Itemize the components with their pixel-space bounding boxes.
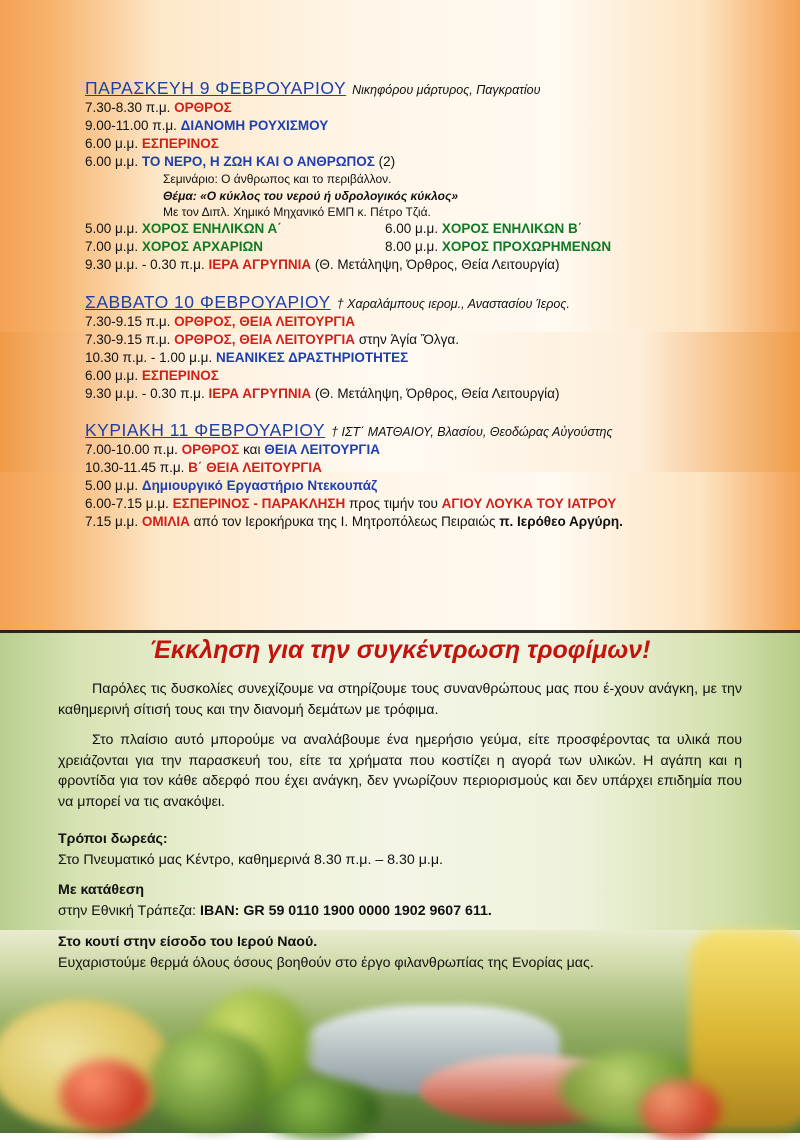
line-time: 7.15 μ.μ. [85,513,139,529]
vegetable-photo [150,1030,270,1130]
schedule-line [85,459,725,477]
line-time: 7.00 μ.μ. [85,238,139,254]
schedule-line-pair [85,220,725,238]
line-time: 9.30 μ.μ. - 0.30 π.μ. [85,386,205,402]
line-text: ΧΟΡΟΣ ΕΝΗΛΙΚΩΝ Α΄ [141,220,282,236]
day-saints: † Χαραλάμπους ιερομ., Αναστασίου Ίερος. [336,297,570,312]
day-block-friday [85,78,725,274]
seminar-subline: Σεμινάριο: Ο άνθρωπος και το περιβάλλον. [163,172,392,187]
schedule-line [85,153,725,171]
line-time: 6.00-7.15 μ.μ. [85,495,169,511]
iban-value: IBAN: GR 59 0110 1900 0000 1902 9607 611. [200,903,492,920]
line-note: (Θ. Μετάληψη, Όρθρος, Θεία Λειτουργία) [314,386,560,402]
line-time: 8.00 μ.μ. [385,238,439,254]
day-saints: Νικηφόρου μάρτυρος, Παγκρατίου [352,83,541,97]
line-time: 5.00 μ.μ. [85,477,139,493]
appeal-paragraph: Παρόλες τις δυσκολίες συνεχίζουμε να στηρίζουμε τους συνανθρώπους μας που έ-χουν ανάγκη, με την καθημερινή σίτισή τους και την διανομή δεμάτων με τρόφιμα. [58,681,742,718]
herbs-photo [260,1080,380,1140]
schedule-line [85,99,725,117]
line-time: 7.30-9.15 π.μ. [85,314,171,330]
line-text: ΧΟΡΟΣ ΑΡΧΑΡΙΩΝ [141,238,264,254]
schedule-line [85,331,725,349]
appeal-title: Έκκληση για την συγκέντρωση τροφίμων! [149,636,651,664]
day-header [85,78,725,99]
line-middle: από τον Ιεροκήρυκα της Ι. Μητροπόλεως Πειραιώς [193,513,496,529]
line-time: 6.00 μ.μ. [85,154,139,170]
donation-thanks: Ευχαριστούμε θερμά όλους όσους βοηθούν στο έργο φιλανθρωπίας της Ενορίας μας. [58,955,594,972]
tomato-photo-2 [640,1080,720,1140]
line-text: ΝΕΑΝΙΚΕΣ ΔΡΑΣΤΗΡΙΟΤΗΤΕΣ [215,350,409,366]
line-text-2: ΑΓΙΟΥ ΛΟΥΚΑ ΤΟΥ ΙΑΤΡΟΥ [441,495,617,511]
donation-center-hours: Στο Πνευματικό μας Κέντρο, καθημερινά 8.30 π.μ. – 8.30 μ.μ. [58,851,443,868]
line-suffix: στην Ἁγία Ὄλγα. [358,332,459,348]
line-text-2: π. Ιερόθεο Αργύρη. [499,513,623,529]
line-text: ΔΙΑΝΟΜΗ ΡΟΥΧΙΣΜΟΥ [180,118,329,134]
donation-heading-deposit: Με κατάθεση [58,882,145,899]
line-time: 10.30 π.μ. - 1.00 μ.μ. [85,350,213,366]
line-text: ΙΕΡΑ ΑΓΡΥΠΝΙΑ [208,257,312,273]
line-note: (Θ. Μετάληψη, Όρθρος, Θεία Λειτουργία) [314,257,560,273]
line-time: 6.00 μ.μ. [85,136,139,152]
line-text: ΕΣΠΕΡΙΝΟΣ [141,136,219,152]
schedule-line-vigil [85,256,725,274]
day-block-sunday [85,420,725,531]
bank-prefix: στην Εθνική Τράπεζα: [58,903,200,920]
line-time: 9.00-11.00 π.μ. [85,118,177,134]
schedule-line-vigil [85,385,725,403]
line-time: 6.00 μ.μ. [85,368,139,384]
schedule-line [85,117,725,135]
appeal-body [58,679,742,813]
day-header [85,420,725,441]
donation-heading-ways: Τρόποι δωρεάς: [58,830,168,847]
line-time: 7.00-10.00 π.μ. [85,441,178,457]
schedule-line [85,495,725,513]
line-time: 9.30 μ.μ. - 0.30 π.μ. [85,257,205,273]
line-time: 10.30-11.45 π.μ. [85,459,185,475]
tomato-photo [60,1060,150,1130]
food-appeal-section [0,636,800,974]
schedule-line [85,477,725,495]
appeal-paragraph: Στο πλαίσιο αυτό μπορούμε να αναλάβουμε ένα ημερήσιο γεύμα, είτε προσφέροντας τα υλικά που χρειάζονται για την παρασκευή του, είτε τα χρήματα που κοστίζει η αγορά των υλικών. Η αγάπη και η φροντίδα για τον κάθε αδερφό που έχει ανάγκη, δεν γνωρίζουν περιορισμούς και δεν υπάρχει επιδημία που να μπορεί να τις ανακόψει. [58,732,742,810]
line-text: ΕΣΠΕΡΙΝΟΣ - ΠΑΡΑΚΛΗΣΗ [172,495,346,511]
line-time: 7.30-9.15 π.μ. [85,332,171,348]
line-middle: προς τιμήν του [348,495,438,511]
day-saints: † ΙΣΤ΄ ΜΑΤΘΑΙΟΥ, Βλασίου, Θεοδώρας Αὐγούστης [331,424,613,439]
day-title: ΠΑΡΑΣΚΕΥΗ 9 ΦΕΒΡΟΥΑΡΙΟΥ [85,78,347,98]
seminar-speaker: Με τον Διπλ. Χημικό Μηχανικό ΕΜΠ κ. Πέτρο Τζιά. [163,204,431,219]
line-text: ΟΡΘΡΟΣ, ΘΕΙΑ ΛΕΙΤΟΥΡΓΙΑ [174,332,356,348]
schedule-line [85,349,725,367]
donation-heading-box: Στο κουτί στην είσοδο του Ιερού Ναού. [58,933,318,950]
line-text: ΟΡΘΡΟΣ, ΘΕΙΑ ΛΕΙΤΟΥΡΓΙΑ [174,314,356,330]
line-time: 6.00 μ.μ. [385,220,439,236]
schedule-line [85,367,725,385]
line-middle: και [243,441,261,457]
line-text: Δημιουργικό Εργαστήριο Ντεκουπάζ [141,477,378,493]
line-text: ΕΣΠΕΡΙΝΟΣ [141,368,219,384]
schedule-line [85,313,725,331]
day-title: ΚΥΡΙΑΚΗ 11 ΦΕΒΡΟΥΑΡΙΟΥ [85,419,326,440]
schedule-line [85,441,725,459]
line-text: ΟΡΘΡΟΣ [181,441,240,457]
schedule-line [85,513,725,531]
section-divider [0,630,800,633]
day-title: ΣΑΒΒΑΤΟ 10 ΦΕΒΡΟΥΑΡΙΟΥ [85,292,331,313]
day-header [85,292,725,313]
line-suffix: (2) [378,154,396,170]
line-text: ΟΜΙΛΙΑ [141,513,190,529]
weekly-schedule [85,78,725,545]
line-text: ΧΟΡΟΣ ΠΡΟΧΩΡΗΜΕΝΩΝ [441,238,612,254]
line-time: 5.00 μ.μ. [85,220,139,236]
line-text: ΧΟΡΟΣ ΕΝΗΛΙΚΩΝ Β΄ [441,220,583,236]
seminar-topic: Θέμα: «Ο κύκλος του νερού ή υδρολογικός κύκλος» [163,188,459,203]
line-text: ΟΡΘΡΟΣ [174,100,232,115]
schedule-line-pair [85,238,725,256]
donation-bank-line [58,901,742,922]
day-block-saturday [85,292,725,403]
line-text: Β΄ ΘΕΙΑ ΛΕΙΤΟΥΡΓΙΑ [188,459,322,475]
line-time: 7.30-8.30 π.μ. [85,100,171,115]
schedule-line [85,135,725,153]
donation-info [58,829,742,975]
line-text-2: ΘΕΙΑ ΛΕΙΤΟΥΡΓΙΑ [264,441,380,457]
line-text: ΤΟ ΝΕΡΟ, Η ΖΩΗ ΚΑΙ Ο ΑΝΘΡΩΠΟΣ [141,154,375,170]
line-text: ΙΕΡΑ ΑΓΡΥΠΝΙΑ [208,386,312,402]
